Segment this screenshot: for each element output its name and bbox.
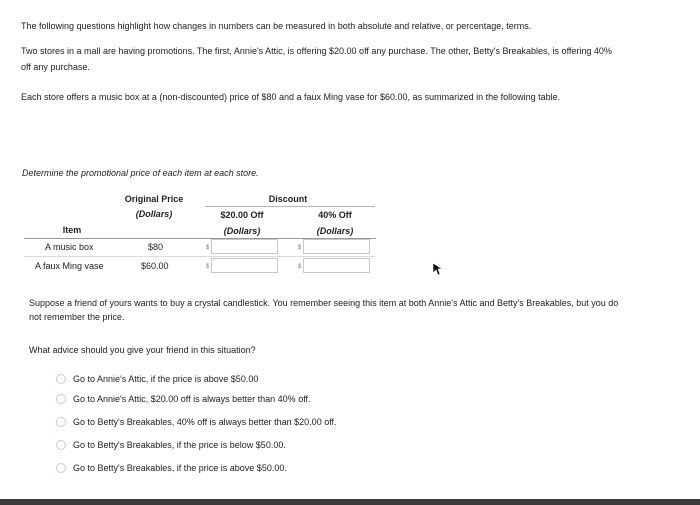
radio-button[interactable] [56, 417, 66, 427]
radio-button[interactable] [56, 394, 66, 404]
option-bettys-above-50[interactable] [56, 461, 287, 475]
option-label: Go to Betty's Breakables, if the price is below $50.00. [73, 440, 286, 450]
option-bettys-below-50[interactable] [56, 438, 286, 452]
row-2-twenty-currency: $ [206, 264, 210, 270]
radio-button[interactable] [56, 374, 66, 384]
stores-text-line-2: off any purchase. [21, 62, 90, 72]
option-annies-always-better[interactable] [56, 392, 311, 406]
radio-button[interactable] [56, 463, 66, 473]
row-2-item: A faux Ming vase [35, 261, 104, 271]
summary-text: Each store offers a music box at a (non-discounted) price of $80 and a faux Ming vase for $60.00, as summarized in the following table. [21, 92, 561, 102]
music-box-twenty-off-input[interactable] [211, 239, 278, 254]
header-forty-off-unit: (Dollars) [316, 226, 354, 236]
option-bettys-always-better[interactable] [56, 415, 337, 429]
option-label: Go to Betty's Breakables, if the price is above $50.00. [73, 463, 287, 473]
scenario-text-line-1: Suppose a friend of yours wants to buy a crystal candlestick. You remember seeing this item at both Annie's Attic and Betty's Breakables, but you do [29, 298, 619, 308]
stores-text-line-1: Two stores in a mall are having promotions. The first, Annie's Attic, is offering $20.00 off any purchase. The other, Betty's Breakables, is offering 40% [21, 46, 612, 56]
intro-text: The following questions highlight how changes in numbers can be measured in both absolute and relative, or percentage, terms. [21, 21, 532, 31]
row-1-item: A music box [45, 242, 94, 252]
header-twenty-off: $20.00 Off [220, 210, 264, 220]
header-original-price: Original Price [124, 194, 184, 204]
header-item: Item [62, 225, 82, 235]
row-1-price: $80 [148, 242, 164, 252]
ming-vase-twenty-off-input[interactable] [211, 258, 278, 273]
option-annies-above-50[interactable] [56, 372, 258, 386]
discount-divider [205, 206, 375, 207]
music-box-forty-off-input[interactable] [303, 239, 370, 254]
bottom-scrollbar [0, 499, 700, 505]
row-2-price: $60.00 [141, 261, 169, 271]
scenario-text-line-2: not remember the price. [29, 312, 125, 322]
header-forty-off: 40% Off [318, 210, 352, 220]
row-1-twenty-currency: $ [206, 245, 210, 251]
header-discount: Discount [268, 194, 308, 204]
row-divider [24, 256, 376, 257]
row-2-forty-currency: $ [298, 264, 302, 270]
option-label: Go to Annie's Attic, if the price is above $50.00 [73, 374, 259, 384]
table-instruction: Determine the promotional price of each item at each store. [22, 168, 259, 178]
row-1-forty-currency: $ [298, 245, 302, 251]
option-label: Go to Betty's Breakables, 40% off is always better than $20.00 off. [73, 417, 337, 427]
ming-vase-forty-off-input[interactable] [303, 258, 370, 273]
header-original-price-unit: (Dollars) [135, 209, 173, 219]
radio-button[interactable] [56, 440, 66, 450]
header-twenty-off-unit: (Dollars) [223, 226, 261, 236]
option-label: Go to Annie's Attic, $20.00 off is always better than 40% off. [73, 394, 311, 404]
mouse-pointer-icon [432, 262, 444, 276]
question-prompt: What advice should you give your friend in this situation? [29, 345, 256, 355]
